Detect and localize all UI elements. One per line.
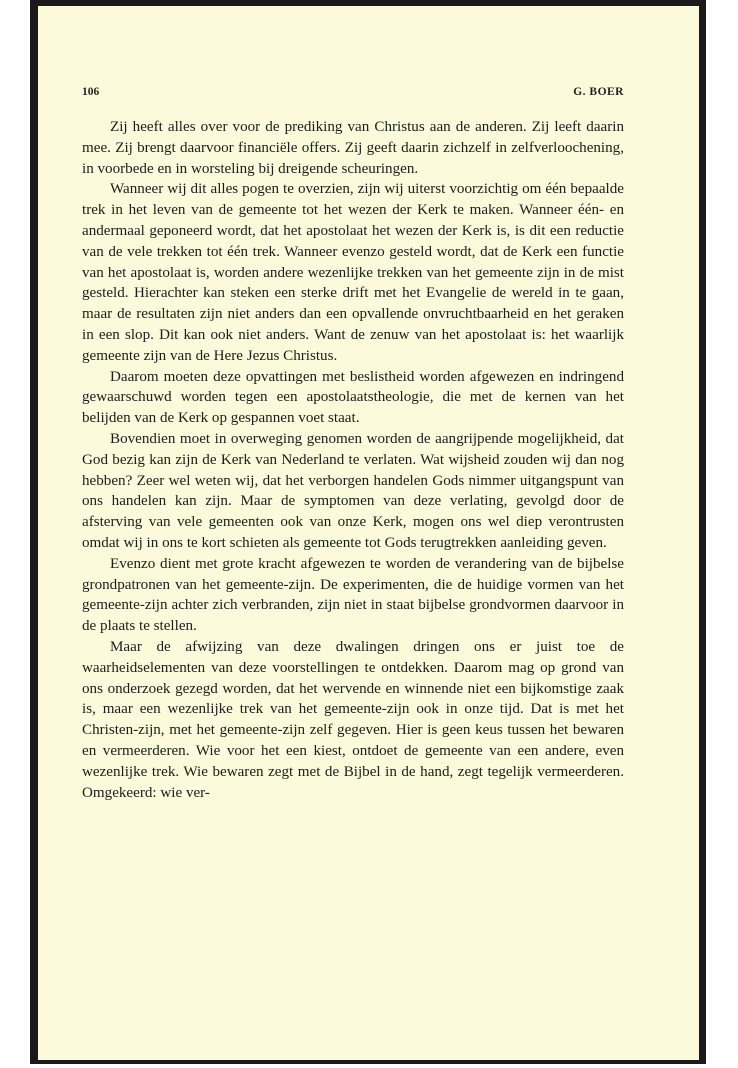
- running-head: [82, 86, 624, 110]
- body-text: [82, 117, 624, 803]
- paragraph: Evenzo dient met grote kracht afgewezen te worden de verandering van de bijbelse grondpatronen van het gemeente-zijn. De experimenten, die de huidige vormen van het gemeente-zijn achter zich verbranden, zijn niet in staat bijbelse grondvormen daarvoor in de plaats te stellen.: [82, 555, 624, 635]
- page-number: 106: [82, 86, 100, 98]
- paragraph: Wanneer wij dit alles pogen te overzien, zijn wij uiterst voorzichtig om één bepaalde trek in het leven van de gemeente tot het wezen der Kerk te maken. Wanneer één- en andermaal geponeerd wordt, dat het apostolaat het wezen der Kerk is, is dit een reductie van de vele trekken tot één trek. Wanneer evenzo gesteld wordt, dat de Kerk een functie van het apostolaat is, worden andere wezenlijke trekken van het gemeente zijn in de mist gesteld. Hierachter kan steken een sterke drift met het Evangelie de wereld in te gaan, maar de resultaten zijn niet anders dan een opvallende onvruchtbaarheid en het geraken in een slop. Dit kan ook niet anders. Want de zenuw van het apostolaat is: het waarlijk gemeente zijn van de Here Jezus Christus.: [82, 181, 624, 364]
- paragraph: Maar de afwijzing van deze dwalingen dringen ons er juist toe de waarheidselementen van deze voorstellingen te ontdekken. Daarom mag op grond van ons onderzoek gezegd worden, dat het wervende en winnende niet een bijkomstige zaak is, maar een wezenlijke trek van het gemeente-zijn ook in onze tijd. Dat is met het Christen-zijn, met het gemeente-zijn zelf gegeven. Hier is geen keus tussen het bewaren en vermeerderen. Wie voor het een kiest, ontdoet de gemeente van een andere, even wezenlijke trek. Wie bewaren zegt met de Bijbel in de hand, zegt tegelijk vermeerderen. Omgekeerd: wie ver-: [82, 638, 624, 801]
- paragraph: Bovendien moet in overweging genomen worden de aangrijpende mogelijkheid, dat God bezig kan zijn de Kerk van Nederland te verlaten. Wat wijsheid zouden wij dan nog hebben? Zeer wel weten wij, dat het verborgen handelen Gods nimmer uitgangspunt van ons handelen kan zijn. Maar de symptomen van deze verlating, gevolgd door de afsterving van vele gemeenten ook van onze Kerk, mogen ons wel diep verontrusten omdat wij in ons te kort schieten als gemeente tot Gods terugtrekken aanleiding geven.: [82, 430, 624, 551]
- author-name: G. BOER: [573, 86, 624, 98]
- paragraph: Daarom moeten deze opvattingen met beslistheid worden afgewezen en indringend gewaarschuwd worden tegen een apostolaatstheologie, die met de kernen van het belijden van de Kerk op gespannen voet staat.: [82, 368, 624, 427]
- paragraph: Zij heeft alles over voor de prediking van Christus aan de anderen. Zij leeft daarin mee. Zij brengt daarvoor financiële offers. Zij geeft daarin zichzelf in zelfverloochening, in voorbede en in worsteling bij dreigende scheuringen.: [82, 119, 624, 177]
